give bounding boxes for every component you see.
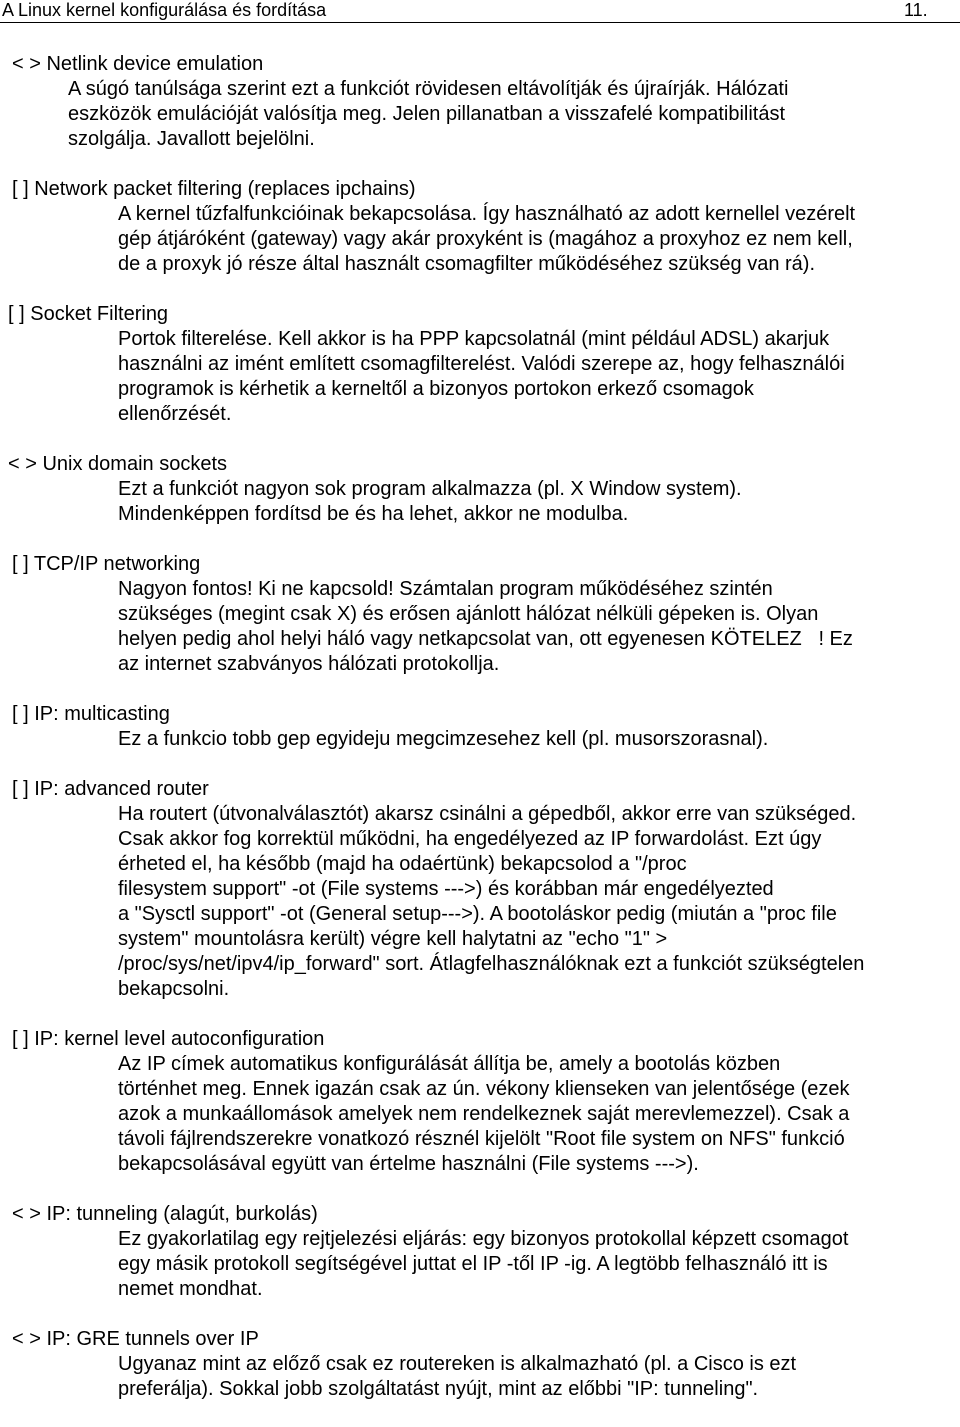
- config-option-title: [ ] Socket Filtering: [8, 303, 169, 325]
- config-option-section: [0, 177, 960, 277]
- description-line: a "Sysctl support" -ot (General setup--->). A bootoláskor pedig (miután a "proc file: [118, 903, 837, 925]
- config-option-description: [0, 202, 856, 277]
- header-title: A Linux kernel konfigurálása és fordítása: [2, 0, 327, 20]
- description-line: távoli fájlrendszerekre vonatkozó résznél kijelölt "Root file system on NFS" funkció: [118, 1128, 845, 1150]
- config-option-section: [0, 1027, 960, 1177]
- description-line: érheted el, ha később (majd ha odaértünk) bekapcsolod a "/proc: [118, 853, 687, 875]
- description-line: bekapcsolni.: [118, 978, 230, 1000]
- description-line: az internet szabványos hálózati protokollja.: [118, 653, 500, 675]
- description-line: preferálja). Sokkal jobb szolgáltatást nyújt, mint az előbbi "IP: tunneling".: [118, 1378, 759, 1400]
- config-option-title: < > Unix domain sockets: [8, 453, 227, 475]
- config-option-section: [0, 52, 960, 152]
- config-option-description: [0, 327, 845, 427]
- config-option-section: [0, 702, 960, 752]
- header-rule: [0, 22, 960, 23]
- description-line: Ez a funkcio tobb gep egyideju megcimzesehez kell (pl. musorszorasnal).: [118, 728, 769, 750]
- description-line: filesystem support" -ot (File systems --->) és korábban már engedélyezted: [118, 878, 774, 900]
- config-option-title: < > IP: GRE tunnels over IP: [12, 1328, 259, 1350]
- config-option-section: [0, 452, 960, 527]
- config-option-section: [0, 302, 960, 427]
- config-option-description: [0, 727, 842, 752]
- config-option-description: [0, 1227, 849, 1302]
- config-option-description: [0, 577, 853, 677]
- config-option-title: < > IP: tunneling (alagút, burkolás): [12, 1203, 318, 1225]
- description-line: történhet meg. Ennek igazán csak az ún. vékony klienseken van jelentősége (ezek: [118, 1078, 850, 1100]
- description-line: egy másik protokoll segítségével juttat el IP -től IP -ig. A legtöbb felhasználó itt is: [118, 1253, 828, 1275]
- description-line: használni az imént említett csomagfilterelést. Valódi szerepe az, hogy felhasználói: [118, 353, 845, 375]
- page-number: 11.: [904, 0, 928, 20]
- description-line: bekapcsolásával együtt van értelme használni (File systems --->).: [118, 1153, 699, 1175]
- description-line: szükséges (megint csak X) és erősen ajánlott hálózat nélküli gépeken is. Olyan: [118, 603, 819, 625]
- config-option-title: [ ] IP: multicasting: [12, 703, 170, 725]
- config-option-title: [ ] TCP/IP networking: [12, 553, 201, 575]
- description-line: nemet mondhat.: [118, 1278, 263, 1300]
- config-option-description: [0, 1352, 842, 1402]
- description-line: Ezt a funkciót nagyon sok program alkalmazza (pl. X Window system).: [118, 478, 742, 500]
- description-line: system" mountolásra került) végre kell halytatni az "echo "1" >: [118, 928, 668, 950]
- description-line: ellenőrzését.: [118, 403, 232, 425]
- config-option-title: < > Netlink device emulation: [12, 53, 264, 75]
- config-option-description: [0, 802, 865, 1002]
- description-line: Nagyon fontos! Ki ne kapcsold! Számtalan program működéséhez szintén: [118, 578, 773, 600]
- config-option-description: [0, 1052, 850, 1177]
- config-option-section: [0, 777, 960, 1002]
- description-line: Mindenképpen fordítsd be és ha lehet, akkor ne modulba.: [118, 503, 629, 525]
- description-line: szolgálja. Javallott bejelölni.: [68, 128, 315, 150]
- config-option-section: [0, 552, 960, 677]
- config-option-description: [0, 477, 842, 527]
- description-line: Az IP címek automatikus konfigurálását állítja be, amely a bootolás közben: [118, 1053, 781, 1075]
- description-line: /proc/sys/net/ipv4/ip_forward" sort. Átlagfelhasználóknak ezt a funkciót szükségtelen: [118, 953, 865, 975]
- description-line: gép átjáróként (gateway) vagy akár proxyként is (magához a proxyhoz ez nem kell,: [118, 228, 853, 250]
- description-line: Ugyanaz mint az előző csak ez routereken is alkalmazható (pl. a Cisco is ezt: [118, 1353, 797, 1375]
- description-line: helyen pedig ahol helyi háló vagy netkapcsolat van, ott egyenesen KÖTELEZ ! Ez: [118, 628, 853, 650]
- page-header: [0, 0, 960, 20]
- description-line: de a proxyk jó része által használt csomagfilter működéséhez szükség van rá).: [118, 253, 816, 275]
- config-option-title: [ ] IP: kernel level autoconfiguration: [12, 1028, 325, 1050]
- config-option-title: [ ] IP: advanced router: [12, 778, 209, 800]
- description-line: A kernel tűzfalfunkcióinak bekapcsolása. Így használható az adott kernellel vezérelt: [118, 203, 856, 225]
- description-line: Ha routert (útvonalválasztót) akarsz csinálni a gépedből, akkor erre van szükséged.: [118, 803, 857, 825]
- document-body: [0, 52, 960, 1427]
- description-line: A súgó tanúlsága szerint ezt a funkciót rövidesen eltávolítják és újraírják. Hálózati: [68, 78, 789, 100]
- config-option-section: [0, 1327, 960, 1402]
- description-line: Csak akkor fog korrektül működni, ha engedélyezed az IP forwardolást. Ezt úgy: [118, 828, 822, 850]
- config-option-section: [0, 1202, 960, 1302]
- config-option-title: [ ] Network packet filtering (replaces ipchains): [12, 178, 416, 200]
- description-line: programok is kérhetik a kerneltől a bizonyos portokon erkező csomagok: [118, 378, 754, 400]
- description-line: Ez gyakorlatilag egy rejtjelezési eljárás: egy bizonyos protokollal képzett csomagot: [118, 1228, 849, 1250]
- config-option-description: [0, 77, 842, 152]
- description-line: Portok filterelése. Kell akkor is ha PPP kapcsolatnál (mint például ADSL) akarjuk: [118, 328, 830, 350]
- description-line: azok a munkaállomások amelyek nem rendelkeznek saját merevlemezzel). Csak a: [118, 1103, 850, 1125]
- description-line: eszközök emulációját valósítja meg. Jelen pillanatban a visszafelé kompatibilitást: [68, 103, 786, 125]
